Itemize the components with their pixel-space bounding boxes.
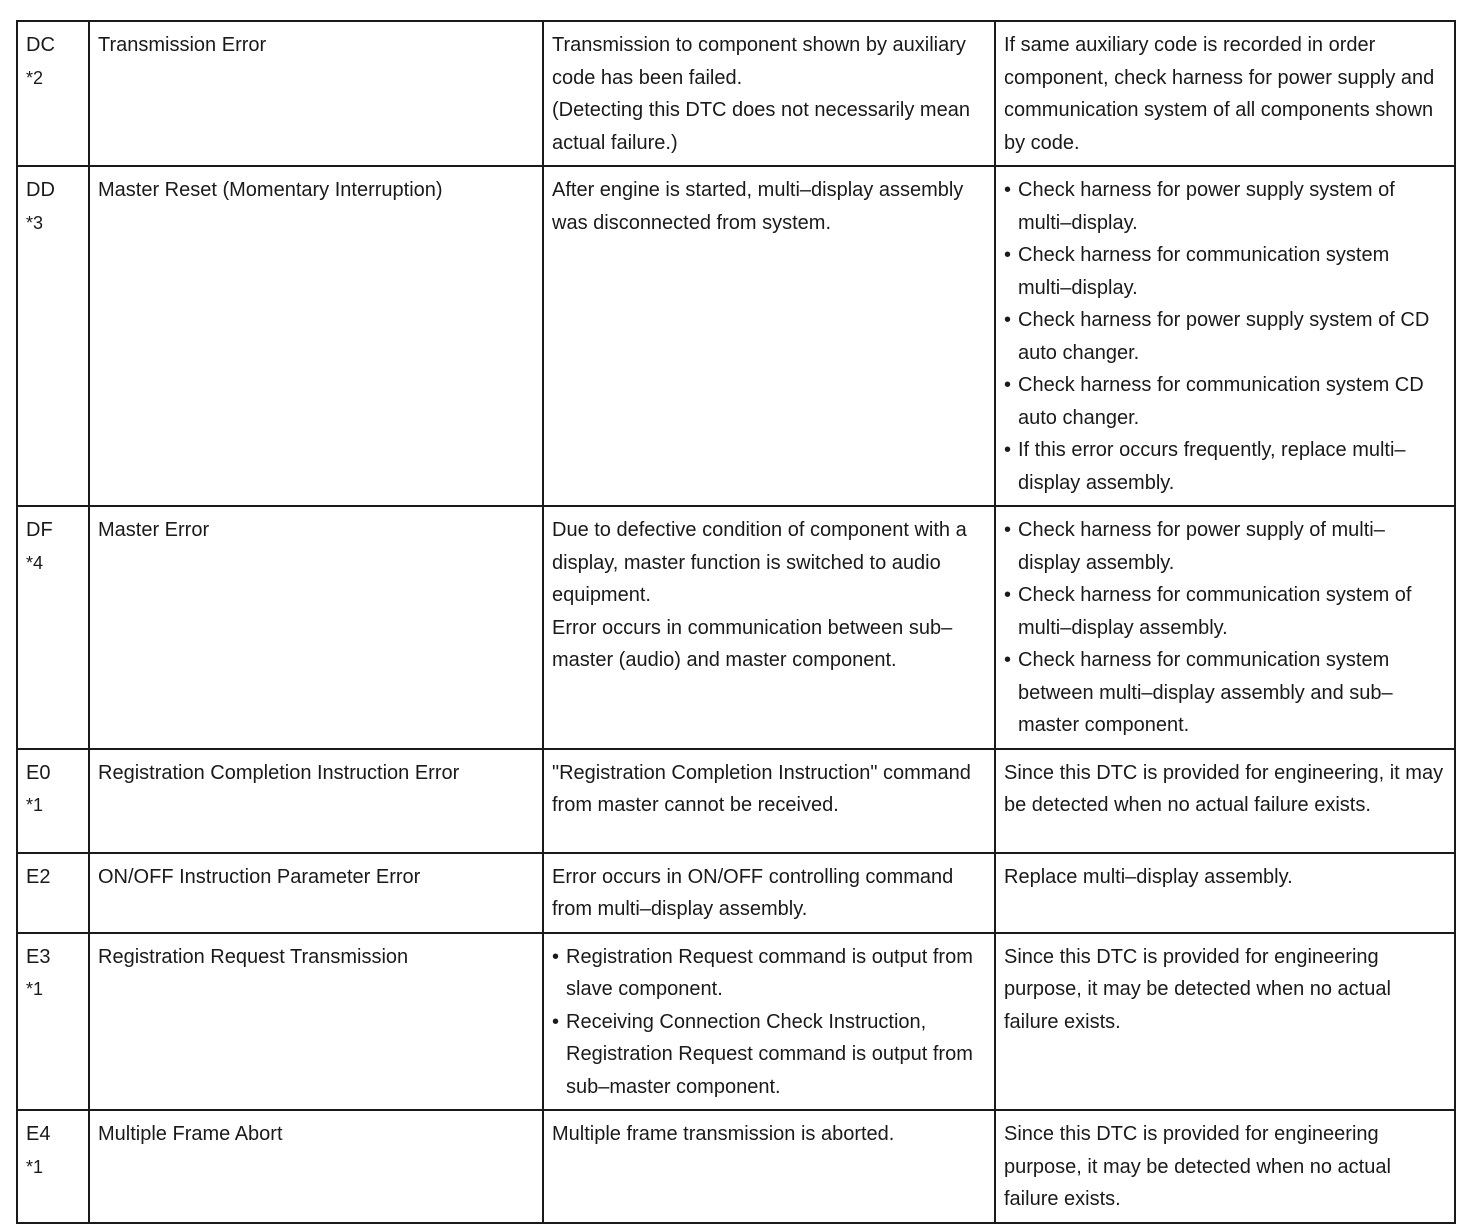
detection-condition-line: Error occurs in ON/OFF controlling command from multi–display assembly. bbox=[552, 865, 954, 920]
dtc-footnote: *1 bbox=[26, 979, 44, 999]
table-row bbox=[17, 166, 1455, 506]
trouble-area-line: Since this DTC is provided for engineering purpose, it may be detected when no actual failure exists. bbox=[1004, 945, 1391, 1033]
dtc-name-cell bbox=[89, 21, 543, 166]
detection-condition-line: After engine is started, multi–display assembly was disconnected from system. bbox=[552, 179, 964, 234]
dtc-code-cell bbox=[17, 749, 89, 853]
detection-condition-line: (Detecting this DTC does not necessarily mean actual failure.) bbox=[552, 99, 970, 154]
dtc-name-cell bbox=[89, 933, 543, 1111]
detection-condition-line: Error occurs in communication between sub–master (audio) and master component. bbox=[552, 616, 953, 671]
dtc-name: Master Error bbox=[98, 519, 210, 541]
dtc-code: E4 bbox=[26, 1123, 51, 1145]
dtc-name: Multiple Frame Abort bbox=[98, 1123, 283, 1145]
trouble-area-line: If same auxiliary code is recorded in order component, check harness for power supply and communication system of all components shown by code. bbox=[1004, 34, 1435, 154]
dtc-code-cell bbox=[17, 21, 89, 166]
dtc-code-cell bbox=[17, 933, 89, 1111]
trouble-area-cell bbox=[995, 853, 1455, 933]
trouble-area-cell bbox=[995, 21, 1455, 166]
dtc-footnote: *4 bbox=[26, 552, 44, 573]
dtc-name-cell bbox=[89, 853, 543, 933]
list-item: • If this error occurs frequently, replace multi–display assembly. bbox=[1004, 434, 1446, 499]
list-item: • Receiving Connection Check Instruction, Registration Request command is output from sub–master component. bbox=[552, 1006, 986, 1104]
dtc-name: Registration Completion Instruction Error bbox=[98, 761, 460, 784]
trouble-area-line: Since this DTC is provided for engineering purpose, it may be detected when no actual failure exists. bbox=[1004, 1123, 1391, 1210]
trouble-area-line: Since this DTC is provided for engineering, it may be detected when no actual failure exists. bbox=[1004, 761, 1444, 816]
detection-condition-cell bbox=[543, 1110, 995, 1223]
table-row bbox=[17, 749, 1455, 853]
list-item: • Registration Request command is output from slave component. bbox=[552, 941, 986, 1006]
detection-condition-cell bbox=[543, 21, 995, 166]
trouble-area-list bbox=[1004, 174, 1446, 499]
list-item: • Check harness for communication system between multi–display assembly and sub–master component. bbox=[1004, 644, 1446, 742]
trouble-area-cell bbox=[995, 506, 1455, 749]
dtc-code: E3 bbox=[26, 945, 51, 968]
dtc-footnote: *3 bbox=[26, 212, 44, 233]
dtc-name-cell bbox=[89, 749, 543, 853]
trouble-area-list bbox=[1004, 514, 1446, 742]
detection-condition-line: "Registration Completion Instruction" command from master cannot be received. bbox=[552, 761, 971, 816]
trouble-area-cell bbox=[995, 1110, 1455, 1223]
list-item: • Check harness for communication system CD auto changer. bbox=[1004, 369, 1446, 434]
detection-condition-cell bbox=[543, 853, 995, 933]
list-item: • Check harness for power supply system of multi–display. bbox=[1004, 174, 1446, 239]
dtc-name: ON/OFF Instruction Parameter Error bbox=[98, 865, 421, 888]
dtc-footnote: *1 bbox=[26, 795, 44, 815]
detection-condition-cell bbox=[543, 166, 995, 506]
trouble-area-cell bbox=[995, 933, 1455, 1111]
dtc-name-cell bbox=[89, 506, 543, 749]
dtc-table-body bbox=[17, 21, 1455, 1223]
dtc-name: Registration Request Transmission bbox=[98, 945, 409, 968]
table-row bbox=[17, 1110, 1455, 1223]
detection-condition-line: Transmission to component shown by auxiliary code has been failed. bbox=[552, 34, 966, 89]
dtc-name-cell bbox=[89, 1110, 543, 1223]
detection-condition-line: Multiple frame transmission is aborted. bbox=[552, 1123, 895, 1145]
dtc-code-cell bbox=[17, 1110, 89, 1223]
table-row bbox=[17, 506, 1455, 749]
dtc-table bbox=[16, 20, 1456, 1224]
trouble-area-cell bbox=[995, 749, 1455, 853]
dtc-footnote: *2 bbox=[26, 67, 44, 88]
dtc-code: E2 bbox=[26, 865, 51, 888]
table-row bbox=[17, 933, 1455, 1111]
dtc-code: E0 bbox=[26, 761, 51, 784]
dtc-code-cell bbox=[17, 853, 89, 933]
detection-condition-cell bbox=[543, 506, 995, 749]
dtc-code: DC bbox=[26, 34, 55, 56]
list-item: • Check harness for power supply of multi–display assembly. bbox=[1004, 514, 1446, 579]
detection-condition-cell bbox=[543, 933, 995, 1111]
dtc-code-cell bbox=[17, 506, 89, 749]
detection-condition-list bbox=[552, 941, 986, 1104]
table-row bbox=[17, 853, 1455, 933]
list-item: • Check harness for communication system of multi–display assembly. bbox=[1004, 579, 1446, 644]
dtc-name: Master Reset (Momentary Interruption) bbox=[98, 179, 443, 201]
dtc-footnote: *1 bbox=[26, 1156, 44, 1177]
dtc-name-cell bbox=[89, 166, 543, 506]
dtc-name: Transmission Error bbox=[98, 34, 267, 56]
detection-condition-cell bbox=[543, 749, 995, 853]
dtc-code: DF bbox=[26, 519, 53, 541]
detection-condition-line: Due to defective condition of component with a display, master function is switched to audio equipment. bbox=[552, 519, 967, 606]
list-item: • Check harness for power supply system of CD auto changer. bbox=[1004, 304, 1446, 369]
list-item: • Check harness for communication system multi–display. bbox=[1004, 239, 1446, 304]
table-row bbox=[17, 21, 1455, 166]
dtc-code: DD bbox=[26, 179, 55, 201]
trouble-area-line: Replace multi–display assembly. bbox=[1004, 865, 1293, 888]
trouble-area-cell bbox=[995, 166, 1455, 506]
dtc-code-cell bbox=[17, 166, 89, 506]
